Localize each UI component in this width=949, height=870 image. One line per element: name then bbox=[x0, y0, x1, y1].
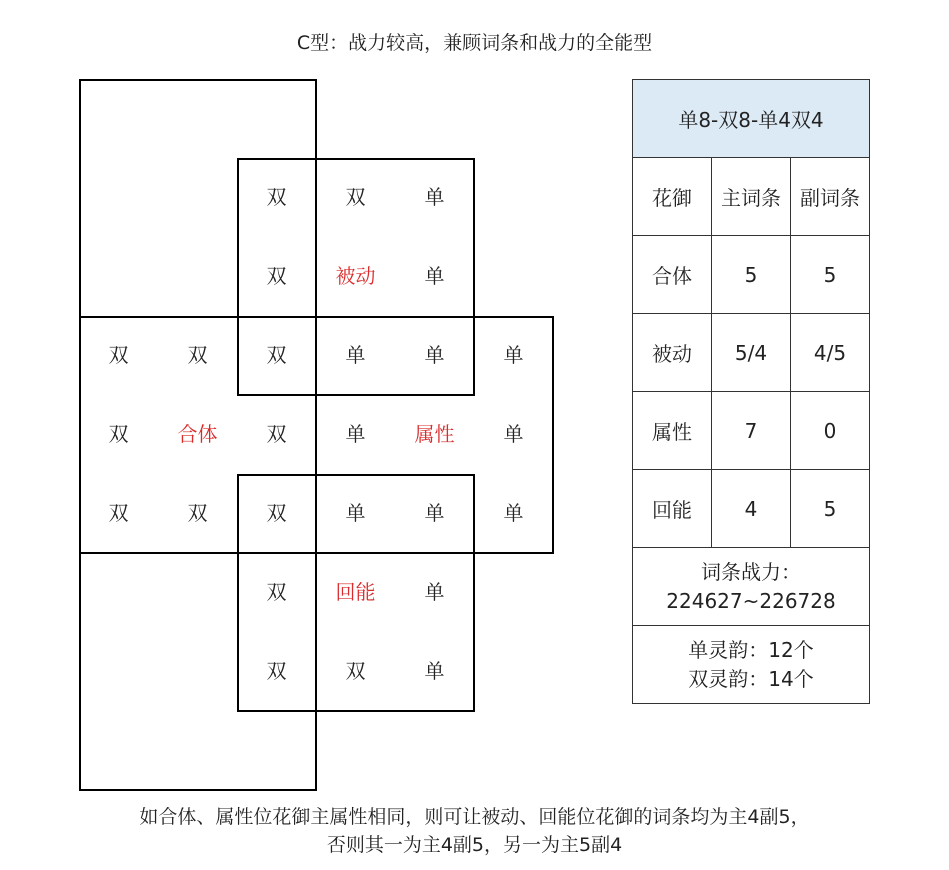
row-sub-value: 4/5 bbox=[791, 314, 870, 392]
table-header: 单8-双8-单4双4 bbox=[633, 80, 870, 158]
row-sub-value: 0 bbox=[791, 392, 870, 470]
footnote-line-1: 如合体、属性位花御主属性相同，则可让被动、回能位花御的词条均为主4副5， bbox=[139, 806, 810, 828]
single-count: 单灵韵：12个 bbox=[688, 637, 814, 662]
board-cell: 双 bbox=[108, 422, 129, 446]
board-cell: 双 bbox=[266, 343, 287, 367]
row-name: 被动 bbox=[633, 314, 712, 392]
row-main-value: 5 bbox=[712, 236, 791, 314]
row-main-value: 7 bbox=[712, 392, 791, 470]
board-cell: 单 bbox=[345, 343, 366, 367]
board-cell: 单 bbox=[424, 264, 445, 288]
board-cell: 单 bbox=[503, 343, 524, 367]
row-main-value: 4 bbox=[712, 470, 791, 548]
double-count: 双灵韵：14个 bbox=[688, 666, 814, 691]
power-label: 词条战力： bbox=[701, 559, 801, 584]
slot-label-highlight: 属性 bbox=[414, 422, 455, 446]
power-value: 224627~226728 bbox=[666, 588, 836, 613]
slot-label-highlight: 回能 bbox=[335, 580, 376, 604]
board-cell: 双 bbox=[266, 185, 287, 209]
board-cell: 单 bbox=[424, 580, 445, 604]
row-main-value: 5/4 bbox=[712, 314, 791, 392]
row-sub-value: 5 bbox=[791, 470, 870, 548]
diagram-title: C型：战力较高，兼顾词条和战力的全能型 bbox=[296, 32, 653, 54]
board-cell: 单 bbox=[424, 659, 445, 683]
board-cell: 双 bbox=[266, 580, 287, 604]
table-row bbox=[633, 470, 870, 548]
row-name: 回能 bbox=[633, 470, 712, 548]
footnote-line-2: 否则其一为主4副5，另一为主5副4 bbox=[326, 834, 623, 856]
count-cell bbox=[633, 626, 870, 704]
board-cell: 双 bbox=[266, 501, 287, 525]
board-cell: 单 bbox=[424, 185, 445, 209]
board-cell: 单 bbox=[345, 422, 366, 446]
board-cell: 双 bbox=[266, 659, 287, 683]
column-header-flower: 花御 bbox=[633, 158, 712, 236]
board-cell: 单 bbox=[345, 501, 366, 525]
board-cell: 单 bbox=[424, 501, 445, 525]
board-cell: 双 bbox=[345, 185, 366, 209]
row-name: 合体 bbox=[633, 236, 712, 314]
board-cell: 双 bbox=[266, 422, 287, 446]
board-cell: 双 bbox=[187, 501, 208, 525]
table-row bbox=[633, 392, 870, 470]
board-cell: 单 bbox=[503, 501, 524, 525]
board-cell: 双 bbox=[187, 343, 208, 367]
row-sub-value: 5 bbox=[791, 236, 870, 314]
config-table bbox=[632, 79, 870, 704]
board-cell: 双 bbox=[345, 659, 366, 683]
slot-label-highlight: 被动 bbox=[335, 264, 376, 288]
table-row bbox=[633, 314, 870, 392]
power-cell bbox=[633, 548, 870, 626]
table-row bbox=[633, 236, 870, 314]
row-name: 属性 bbox=[633, 392, 712, 470]
footnote bbox=[0, 803, 949, 859]
slot-label-highlight: 合体 bbox=[177, 422, 218, 446]
board-cell: 单 bbox=[424, 343, 445, 367]
board-cell: 双 bbox=[266, 264, 287, 288]
board-cell: 双 bbox=[108, 501, 129, 525]
board-cell: 双 bbox=[108, 343, 129, 367]
column-header-main-stat: 主词条 bbox=[712, 158, 791, 236]
column-header-sub-stat: 副词条 bbox=[791, 158, 870, 236]
board-cell: 单 bbox=[503, 422, 524, 446]
